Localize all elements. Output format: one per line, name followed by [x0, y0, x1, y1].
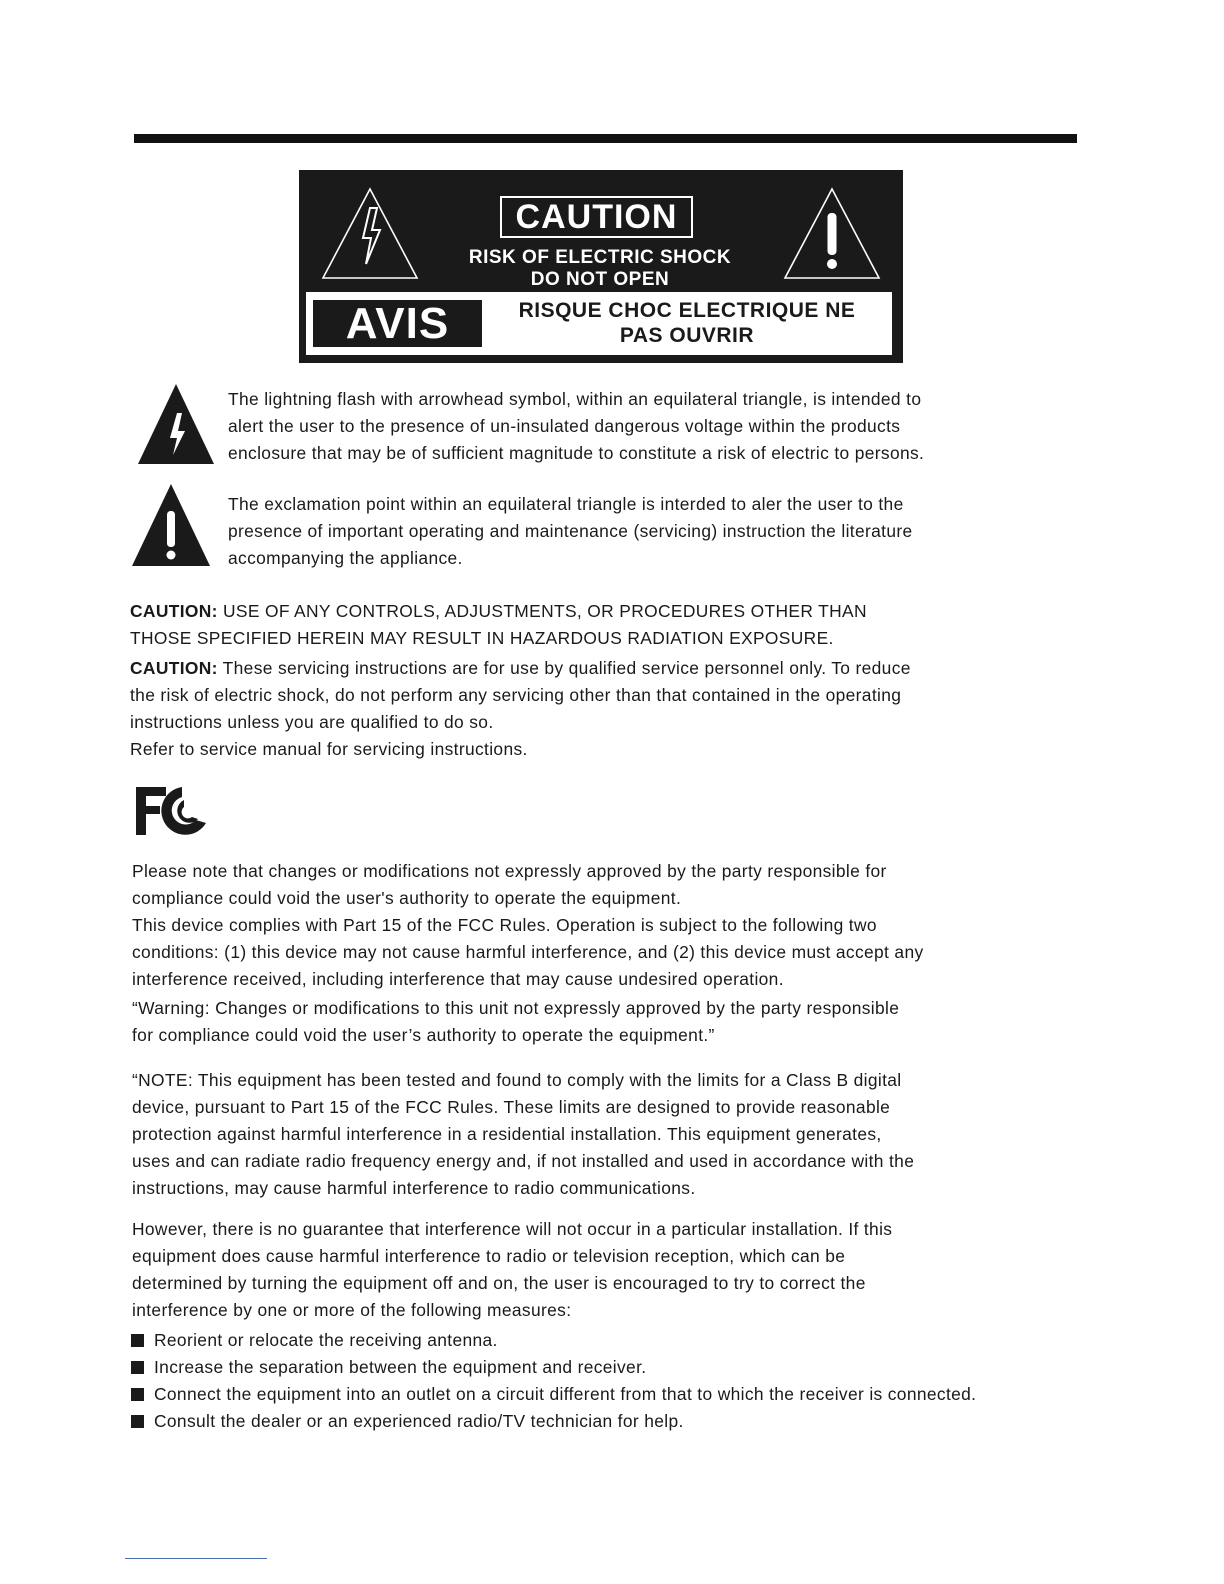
list-item [131, 1327, 976, 1354]
avis-text [490, 298, 884, 348]
measures-list [131, 1327, 976, 1435]
exclamation-explanation [228, 491, 913, 572]
caution-1-line-1: USE OF ANY CONTROLS, ADJUSTMENTS, OR PROCEDURES OTHER THAN [217, 601, 867, 621]
measure-text: Connect the equipment into an outlet on a circuit different from that to which the receiver is connected. [154, 1384, 977, 1404]
square-bullet-icon [131, 1361, 144, 1374]
square-bullet-icon [131, 1334, 144, 1347]
avis-line-2: PAS OUVRIR [619, 324, 755, 347]
caution-radiation [130, 598, 867, 652]
lightning-explanation [228, 386, 924, 467]
avis-line-1: RISQUE CHOC ELECTRIQUE NE [518, 299, 856, 322]
square-bullet-icon [131, 1388, 144, 1401]
exclamation-line-1: The exclamation point within an equilateral triangle is interded to aler the user to the [228, 494, 904, 514]
risk-line-2: DO NOT OPEN [530, 269, 670, 290]
fcc-however-line-3: determined by turning the equipment off and on, the user is encouraged to try to correct the [132, 1273, 866, 1293]
fcc-note-line-3: This device complies with Part 15 of the FCC Rules. Operation is subject to the following two [132, 915, 877, 935]
fcc-note-line-1: Please note that changes or modifications not expressly approved by the party responsible for [132, 861, 887, 881]
fcc-note-line-2: compliance could void the user's authority to operate the equipment. [132, 888, 682, 908]
caution-2-line-3: instructions unless you are qualified to do so. [130, 712, 494, 732]
fcc-however-line-2: equipment does cause harmful interference to radio or television reception, which can be [132, 1246, 846, 1266]
square-bullet-icon [131, 1415, 144, 1428]
caution-title: CAUTION [500, 196, 693, 238]
risk-line-1: RISK OF ELECTRIC SHOCK [468, 247, 732, 268]
measure-text: Increase the separation between the equipment and receiver. [154, 1357, 647, 1377]
caution-1-line-2: THOSE SPECIFIED HEREIN MAY RESULT IN HAZARDOUS RADIATION EXPOSURE. [130, 628, 834, 648]
caution-servicing [130, 655, 911, 763]
fcc-class-b-line-5: instructions, may cause harmful interference to radio communications. [132, 1178, 696, 1198]
fcc-however-line-1: However, there is no guarantee that interference will not occur in a particular installation. If this [132, 1219, 893, 1239]
fcc-warning-line-1: “Warning: Changes or modifications to this unit not expressly approved by the party responsible [132, 998, 900, 1018]
refer-line: Refer to service manual for servicing instructions. [130, 739, 528, 759]
caution-2-label: CAUTION: [130, 658, 218, 678]
exclamation-triangle-outline-icon [782, 186, 882, 280]
caution-2-line-1: These servicing instructions are for use by qualified service personnel only. To reduce [217, 658, 911, 678]
list-item [131, 1408, 976, 1435]
fcc-however-block [132, 1216, 892, 1324]
lightning-triangle-icon [137, 383, 215, 465]
footer-rule [125, 1558, 267, 1559]
fcc-class-b-line-3: protection against harmful interference in a residential installation. This equipment generates, [132, 1124, 882, 1144]
fcc-however-line-4: interference by one or more of the following measures: [132, 1300, 572, 1320]
fcc-class-b-line-1: “NOTE: This equipment has been tested and found to comply with the limits for a Class B digital [132, 1070, 902, 1090]
exclamation-line-2: presence of important operating and maintenance (servicing) instruction the literature [228, 521, 913, 541]
fcc-warning-line-2: for compliance could void the user’s authority to operate the equipment.” [132, 1025, 715, 1045]
lightning-line-2: alert the user to the presence of un-insulated dangerous voltage within the products [228, 416, 901, 436]
lightning-line-1: The lightning flash with arrowhead symbol, within an equilateral triangle, is intended to [228, 389, 922, 409]
avis-title: AVIS [313, 300, 482, 347]
list-item [131, 1381, 976, 1408]
exclamation-line-3: accompanying the appliance. [228, 548, 463, 568]
fcc-note-block [132, 858, 924, 993]
fcc-warning-block [132, 995, 899, 1049]
lightning-line-3: enclosure that may be of sufficient magnitude to constitute a risk of electric to persons. [228, 443, 925, 463]
fcc-logo [136, 785, 208, 837]
caution-1-label: CAUTION: [130, 601, 218, 621]
header-rule [134, 134, 1077, 143]
measure-text: Consult the dealer or an experienced radio/TV technician for help. [154, 1411, 684, 1431]
fcc-note-line-5: interference received, including interference that may cause undesired operation. [132, 969, 784, 989]
fcc-class-b-line-4: uses and can radiate radio frequency energy and, if not installed and used in accordance with the [132, 1151, 915, 1171]
fcc-note-line-4: conditions: (1) this device may not cause harmful interference, and (2) this device must accept any [132, 942, 924, 962]
caution-2-line-2: the risk of electric shock, do not perform any servicing other than that contained in the operating [130, 685, 902, 705]
measure-text: Reorient or relocate the receiving antenna. [154, 1330, 498, 1350]
list-item [131, 1354, 976, 1381]
lightning-triangle-outline-icon [320, 186, 420, 280]
fcc-class-b-block [132, 1067, 914, 1202]
fcc-class-b-line-2: device, pursuant to Part 15 of the FCC Rules. These limits are designed to provide reasonable [132, 1097, 891, 1117]
exclamation-triangle-icon [131, 483, 211, 567]
